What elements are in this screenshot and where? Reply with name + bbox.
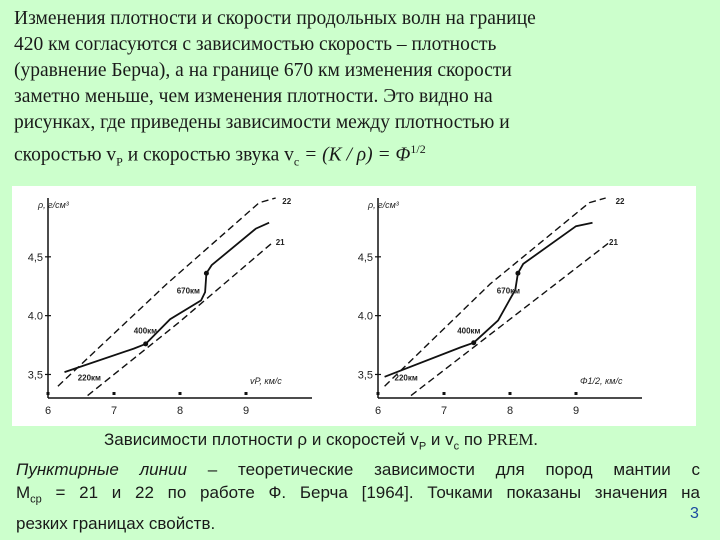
annotation-label: 400км xyxy=(457,326,481,336)
caption-l1b: и v xyxy=(426,430,454,449)
annotation-label: 21 xyxy=(609,238,618,248)
y-tick-label: 3,5 xyxy=(357,369,373,382)
intro-line-2: 420 км согласуются с зависимостью скорость – плотность xyxy=(14,34,497,55)
x-tick-label: 6 xyxy=(374,405,382,417)
series-line-21 xyxy=(411,243,609,396)
x-tick-mark xyxy=(113,392,116,395)
figure-panel xyxy=(12,186,696,426)
intro-sup: 1/2 xyxy=(410,142,426,156)
x-tick-label: 9 xyxy=(242,405,250,417)
series-line-22 xyxy=(58,198,276,386)
caption-line-1 xyxy=(16,428,700,458)
caption-l1c: по xyxy=(459,430,488,449)
x-tick-label: 6 xyxy=(44,405,52,417)
caption-sub-c: c xyxy=(453,440,460,453)
annotation-label: 220км xyxy=(394,373,418,383)
annotation-label: 22 xyxy=(282,196,292,206)
x-axis-label: Φ1/2, км/с xyxy=(580,376,623,386)
caption-l3-rest: = 21 и 22 по работе Ф. Берча [1964]. Точками показаны значения на xyxy=(41,483,700,503)
annotation-label: 400км xyxy=(133,326,158,336)
y-tick-label: 4,5 xyxy=(357,251,373,264)
caption-line-3 xyxy=(16,481,700,511)
x-tick-label: 7 xyxy=(440,405,448,417)
caption-sub-p: P xyxy=(418,440,427,453)
x-tick-label: 8 xyxy=(176,405,184,417)
intro-line6-mid: и скоростью звука v xyxy=(122,144,294,166)
intro-line6-text: скоростью v xyxy=(14,144,117,166)
boundary-point xyxy=(143,341,148,346)
caption-l1a: Зависимости плотности ρ и скоростей v xyxy=(104,430,419,449)
boundary-point xyxy=(204,271,209,276)
x-tick-mark xyxy=(179,392,182,395)
intro-sub-p: P xyxy=(116,154,123,169)
chart-phi xyxy=(342,186,696,426)
x-tick-mark xyxy=(245,392,248,395)
y-axis-label: ρ, г/см³ xyxy=(38,200,69,210)
x-axis-label: vP, км/с xyxy=(250,376,282,386)
intro-sub-c: c xyxy=(293,154,300,169)
y-axis-label: ρ, г/см³ xyxy=(368,200,399,210)
x-tick-label: 8 xyxy=(506,405,514,417)
caption-m: M xyxy=(16,483,31,503)
caption-line-2 xyxy=(16,458,700,481)
caption-prem: PREM. xyxy=(487,430,538,449)
annotation-label: 670км xyxy=(496,286,521,296)
x-tick-mark xyxy=(377,392,380,395)
series-line-21 xyxy=(88,243,273,396)
x-tick-mark xyxy=(575,392,578,395)
y-tick-label: 4.0 xyxy=(27,310,43,323)
intro-line-1: Изменения плотности и скорости продольных волн на границе xyxy=(14,8,536,29)
annotation-label: 220км xyxy=(77,373,101,383)
intro-line-3: (уравнение Берча), а на границе 670 км изменения скорости xyxy=(14,60,512,81)
y-tick-label: 3,5 xyxy=(27,369,43,382)
annotation-label: 22 xyxy=(615,196,625,206)
annotation-label: 21 xyxy=(275,238,285,248)
series-line-prem xyxy=(65,223,270,372)
caption-l2-rest: – теоретические зависимости для пород мантии с xyxy=(186,460,701,480)
intro-line-5: рисунках, где приведены зависимости между плотностью и xyxy=(14,112,510,133)
y-tick-label: 4,5 xyxy=(27,251,43,264)
x-tick-label: 7 xyxy=(110,405,118,417)
caption-italic: Пунктирные линии xyxy=(16,460,187,480)
chart-vp xyxy=(12,186,342,426)
caption xyxy=(16,428,700,535)
annotation-label: 670км xyxy=(176,286,200,296)
x-tick-label: 9 xyxy=(572,405,580,417)
x-tick-mark xyxy=(443,392,446,395)
x-tick-mark xyxy=(47,392,50,395)
caption-m-sub: ср xyxy=(30,493,42,506)
x-tick-mark xyxy=(509,392,512,395)
intro-line-6 xyxy=(14,136,714,174)
series-line-prem xyxy=(385,223,593,377)
boundary-point xyxy=(515,271,520,276)
page-number: 3 xyxy=(690,505,699,522)
intro-equation: = (K / ρ) = Φ xyxy=(299,144,411,166)
y-tick-label: 4.0 xyxy=(357,310,373,323)
caption-line-4: резких границах свойств. xyxy=(16,513,216,533)
boundary-point xyxy=(471,340,476,345)
series-line-22 xyxy=(385,198,606,386)
intro-text xyxy=(14,6,714,174)
intro-line-4: заметно меньше, чем изменения плотности. Это видно на xyxy=(14,86,493,107)
